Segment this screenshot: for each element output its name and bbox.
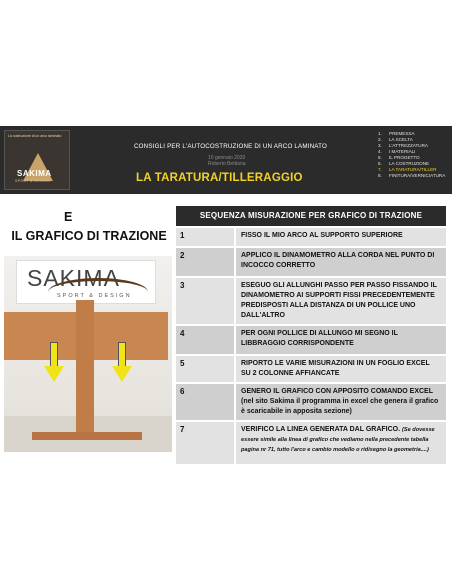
banner-brand: SAKIMA (27, 265, 120, 291)
section-title-line2: IL GRAFICO DI TRAZIONE (11, 229, 167, 243)
presentation-date: 10 gennaio 2020 (208, 155, 246, 161)
measurement-table (176, 206, 446, 464)
table-row (176, 246, 446, 276)
row-text: RIPORTO LE VARIE MISURAZIONI IN UN FOGLIO EXCEL SU 2 COLONNE AFFIANCATE (241, 360, 430, 377)
row-number: 4 (176, 326, 236, 354)
row-text: FISSO IL MIO ARCO AL SUPPORTO SUPERIORE (241, 232, 403, 239)
down-arrow-icon (114, 342, 130, 382)
presentation-date-author (208, 155, 246, 167)
tiller-foot (32, 432, 142, 440)
row-note: (Se dovesse essere simile alla linea di grafico che vediamo nella precedente tabella pagina nr 71, tutto l'arco e cambio modello o ridisegno la geometria....) (241, 427, 435, 453)
row-number: 1 (176, 228, 236, 246)
row-text: GENERO IL GRAFICO CON APPOSITO COMANDO EXCEL (nel sito Sakima il programma in excel che genera il grafico è scaricabile in apposita sezione) (241, 388, 439, 415)
toc-item-active: 7. LA TARATURA/TILLER (378, 167, 437, 172)
table-header: SEQUENZA MISURAZIONE PER GRAFICO DI TRAZIONE (176, 206, 446, 226)
row-number: 3 (176, 278, 236, 324)
toc-item: 4. I MATERIALI (378, 149, 416, 154)
row-text: ESEGUO GLI ALLUNGHI PASSO PER PASSO FISSANDO IL DINAMOMETRO AI SUPPORTI FISSI PRECEDENTEMENTE PREDISPOSTI ALLA DISTANZA DI UN POLLICE UNO DALL'ALTRO (241, 282, 437, 319)
row-number: 6 (176, 384, 236, 420)
logo-tagline: SPORT & DESIGN (15, 179, 51, 183)
down-arrow-icon (46, 342, 62, 382)
table-row (176, 382, 446, 420)
table-row (176, 226, 446, 246)
section-title-line1: E (64, 210, 73, 224)
table-row (176, 354, 446, 382)
toc-item: 2. LA SCELTA (378, 137, 413, 142)
row-text: PER OGNI POLLICE DI ALLUNGO MI SEGNO IL LIBBRAGGIO CORRISPONDENTE (241, 330, 398, 347)
presentation-subtitle: CONSIGLI PER L'AUTOCOSTRUZIONE DI UN ARCO LAMINATO (134, 143, 328, 150)
presentation-author: Roberto Bettiana (208, 161, 246, 167)
row-number: 5 (176, 356, 236, 382)
logo-caption: La costruzione di un arco laminato (8, 134, 62, 138)
toc-item: 1. PREMESSA (378, 131, 415, 136)
course-logo (4, 130, 70, 190)
toc-item: 5. IL PROGETTO (378, 155, 420, 160)
table-row (176, 420, 446, 464)
tiller-photo (4, 256, 172, 452)
logo-box (4, 130, 70, 190)
banner-tagline: SPORT & DESIGN (57, 293, 132, 299)
toc-item: 6. LA COSTRUZIONE (378, 161, 430, 166)
tiller-post (76, 300, 94, 440)
row-text: APPLICO IL DINAMOMETRO ALLA CORDA NEL PUNTO DI INCOCCO CORRETTO (241, 252, 435, 269)
slide-title: LA TARATURA/TILLERAGGIO (136, 172, 303, 184)
row-number: 7 (176, 422, 236, 464)
row-text: VERIFICO LA LINEA GENERATA DAL GRAFICO. (Se dovesse essere simile alla linea di grafico che vediamo nella precedente tabella pagina nr 71, tutto l'arco e cambio modello o ridisegno la geometria....) (241, 426, 435, 453)
row-number: 2 (176, 248, 236, 276)
table-body (176, 226, 446, 464)
toc-item: 3. L'ATTREZZATURA (378, 143, 428, 148)
toc-item: 8. FINITURA/VERNICIATURA (378, 173, 446, 178)
bow-shape (48, 278, 148, 306)
section-title (4, 208, 174, 246)
logo-brand: SAKIMA (17, 169, 52, 178)
table-of-contents (378, 131, 452, 179)
table-row (176, 324, 446, 354)
table-row (176, 276, 446, 324)
